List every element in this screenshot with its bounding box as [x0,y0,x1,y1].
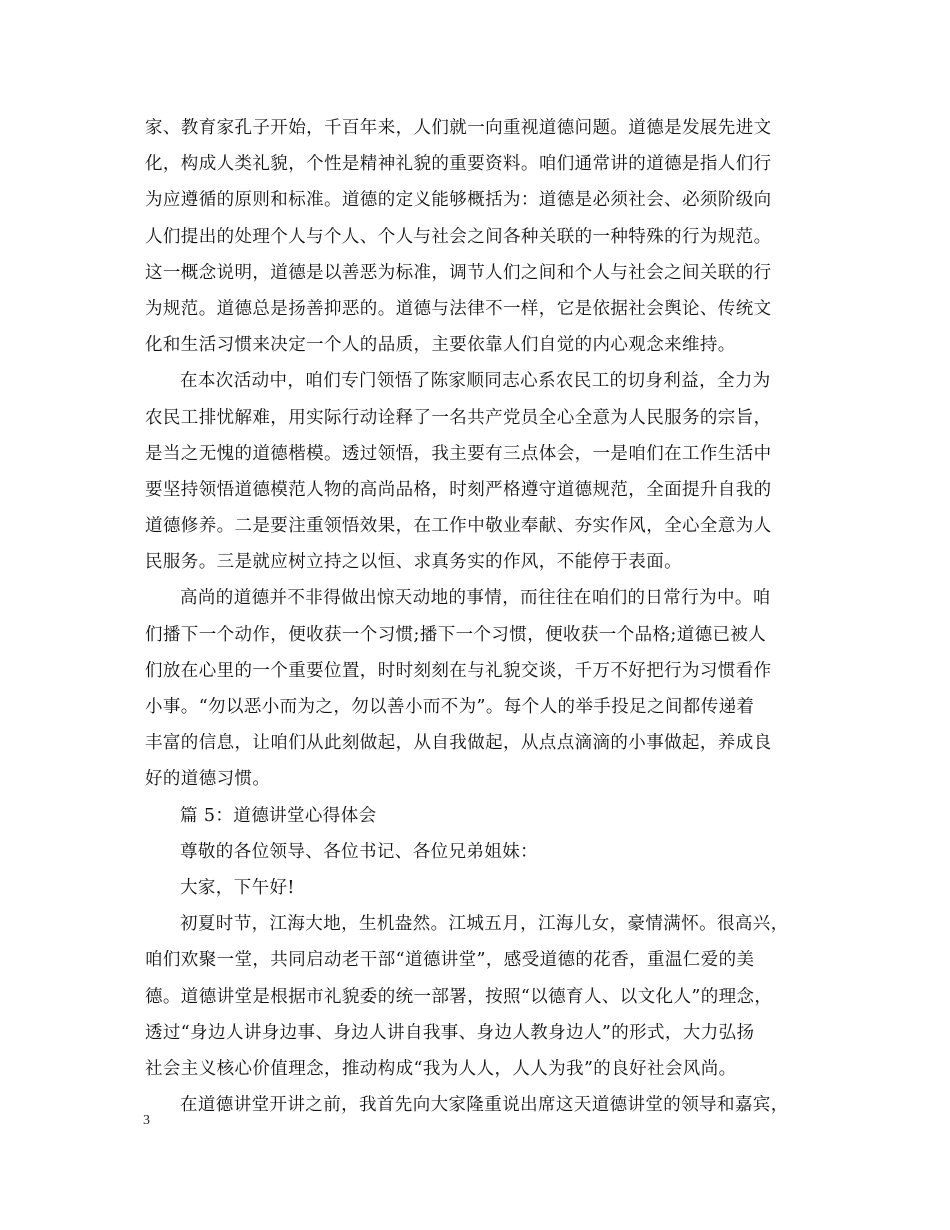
text-line: 小事。“勿以恶小而为之，勿以善小而不为”。每个人的举手投足之间都传递着 [145,697,755,717]
text-line: 民服务。三是就应树立持之以恒、求真务实的作风，不能停于表面。 [145,552,682,573]
text-line: 咱们欢聚一堂，共同启动老干部“道德讲堂”，感受道德的花香，重温仁爱的美 [145,950,755,971]
text-line: 为应遵循的原则和标准。道德的定义能够概括为：道德是必须社会、必须阶级向 [145,190,772,211]
text-line: 德。道德讲堂是根据市礼貌委的统一部署，按照“以德育人、以文化人”的理念， [145,986,773,1007]
text-line: 农民工排忧解难，用实际行动诠释了一名共产党员全心全意为人民服务的宗旨， [145,407,772,428]
text-line: 要坚持领悟道德模范人物的高尚品格，时刻严格遵守道德规范，全面提升自我的 [145,479,772,500]
text-line: 化和生活习惯来决定一个人的品质，主要依靠人们自觉的内心观念来维持。 [145,335,736,356]
text-line: 好的道德习惯。 [145,769,271,790]
text-line: 尊敬的各位领导、各位书记、各位兄弟姐妹： [180,841,538,862]
text-line: 高尚的道德并不非得做出惊天动地的事情，而往往在咱们的日常行为中。咱 [180,588,771,609]
document-body [145,110,820,1123]
page-number: 3 [143,1113,150,1128]
text-line: 篇 5：道德讲堂心得体会 [180,805,377,826]
text-line: 家、教育家孔子开始，千百年来，人们就一向重视道德问题。道德是发展先进文 [145,118,772,138]
text-line: 大家，下午好! [180,877,295,898]
text-line: 化，构成人类礼貌，个性是精神礼貌的重要资料。咱们通常讲的道德是指人们行 [145,154,772,175]
text-line: 透过“身边人讲身边事、身边人讲自我事、身边人教身边人”的形式，大力弘扬 [145,1022,755,1043]
text-line: 是当之无愧的道德楷模。透过领悟，我主要有三点体会，一是咱们在工作生活中 [145,443,772,464]
text-line: 为规范。道德总是扬善抑恶的。道德与法律不一样，它是依据社会舆论、传统文 [145,298,772,319]
text-line: 这一概念说明，道德是以善恶为标准，调节人们之间和个人与社会之间关联的行 [145,262,772,283]
text-line: 人们提出的处理个人与个人、个人与社会之间各种关联的一种特殊的行为规范。 [145,226,772,247]
text-line: 道德修养。二是要注重领悟效果，在工作中敬业奉献、夯实作风，全心全意为人 [145,516,772,537]
text-line: 们放在心里的一个重要位置，时时刻刻在与礼貌交谈，千万不好把行为习惯看作 [145,660,772,681]
text-line: 在道德讲堂开讲之前，我首先向大家隆重说出席这天道德讲堂的领导和嘉宾， [180,1095,789,1116]
text-line: 们播下一个动作，便收获一个习惯;播下一个习惯，便收获一个品格;道德已被人 [145,624,767,645]
text-line: 丰富的信息，让咱们从此刻做起，从自我做起，从点点滴滴的小事做起，养成良 [145,733,772,754]
text-line: 初夏时节，江海大地，生机盎然。江城五月，江海儿女，豪情满怀。很高兴， [180,914,789,935]
text-line: 在本次活动中，咱们专门领悟了陈家顺同志心系农民工的切身利益，全力为 [180,371,771,392]
text-line: 社会主义核心价值理念，推动构成“我为人人，人人为我”的良好社会风尚。 [145,1058,737,1079]
